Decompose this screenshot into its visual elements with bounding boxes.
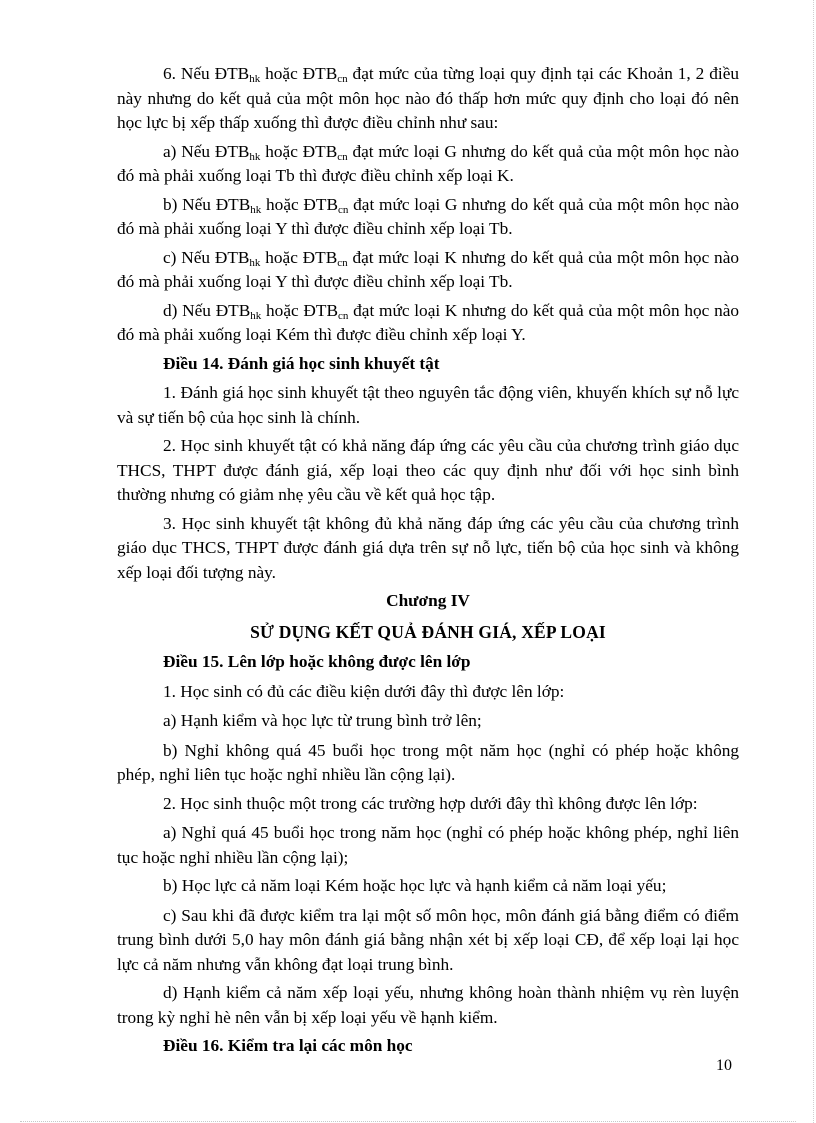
text-run: đạt mức loại K nhưng do kết quả của một môn học nào đó mà phải xuống loại Y thì được điều chỉnh xếp loại Tb.: [117, 247, 740, 291]
clause-6-item-a: [117, 140, 739, 189]
subscript-cn: cn: [337, 150, 348, 163]
text-run: 6. Nếu ĐTB: [163, 64, 250, 83]
text-run: đạt mức của từng loại quy định tại các Khoản 1, 2 điều này nhưng do kết quả của một môn học nào đó thấp hơn mức quy định cho loại đó nên học lực bị xếp thấp xuống thì được điều chỉnh như sau:: [117, 64, 739, 132]
page-right-border: [813, 0, 814, 1123]
chapter-label: Chương IV: [386, 591, 470, 610]
subscript-hk: hk: [250, 203, 262, 216]
text-run: hoặc ĐTB: [261, 194, 338, 214]
article-14-paragraph: 2. Học sinh khuyết tật có khả năng đáp ứng các yêu cầu của chương trình giáo dục THCS, THPT được đánh giá, xếp loại theo các quy định như đối với học sinh bình thường nhưng có giảm nhẹ yêu cầu về kết quả học tập.: [117, 436, 739, 504]
clause-6-item-c: [117, 246, 739, 295]
article-14-paragraph: 1. Đánh giá học sinh khuyết tật theo nguyên tắc động viên, khuyến khích sự nỗ lực và sự tiến bộ của học sinh là chính.: [117, 383, 739, 427]
text-run: hoặc ĐTB: [261, 300, 338, 320]
article-16-heading: Điều 16. Kiểm tra lại các môn học: [163, 1036, 413, 1055]
subscript-cn: cn: [338, 309, 349, 322]
page-number: 10: [716, 1057, 732, 1074]
text-run: đạt mức loại G nhưng do kết quả của một môn học nào đó mà phải xuống loại Y thì được điều chỉnh xếp loại Tb.: [117, 194, 740, 238]
text-run: a) Nếu ĐTB: [163, 141, 250, 161]
page-bottom-border: [20, 1121, 796, 1122]
article-15-paragraph: 2. Học sinh thuộc một trong các trường hợp dưới đây thì không được lên lớp:: [163, 793, 698, 813]
subscript-cn: cn: [337, 73, 348, 85]
article-15-paragraph: d) Hạnh kiểm cả năm xếp loại yếu, nhưng không hoàn thành nhiệm vụ rèn luyện trong kỳ nghỉ hè nên vẫn bị xếp loại yếu về hạnh kiểm.: [117, 983, 739, 1027]
article-14-heading: Điều 14. Đánh giá học sinh khuyết tật: [163, 353, 440, 373]
text-run: d) Nếu ĐTB: [163, 300, 251, 320]
subscript-hk: hk: [249, 73, 261, 85]
article-15-paragraph: a) Hạnh kiểm và học lực từ trung bình trở lên;: [163, 711, 482, 730]
article-14-paragraph: 3. Học sinh khuyết tật không đủ khả năng đáp ứng các yêu cầu của chương trình giáo dục THCS, THPT được đánh giá dựa trên sự nỗ lực, tiến bộ của học sinh và không xếp loại đối tượng này.: [117, 513, 739, 582]
text-run: đạt mức loại K nhưng do kết quả của một môn học nào đó mà phải xuống loại Kém thì được điều chỉnh xếp loại Y.: [117, 300, 740, 344]
document-page: [117, 62, 739, 1064]
subscript-cn: cn: [338, 203, 349, 216]
subscript-hk: hk: [249, 150, 261, 163]
text-run: hoặc ĐTB: [260, 247, 338, 267]
clause-6-intro: [117, 62, 739, 136]
text-run: b) Nếu ĐTB: [163, 194, 251, 214]
chapter-title: SỬ DỤNG KẾT QUẢ ĐÁNH GIÁ, XẾP LOẠI: [250, 621, 606, 642]
article-15-paragraph: 1. Học sinh có đủ các điều kiện dưới đây thì được lên lớp:: [163, 681, 565, 701]
text-run: hoặc ĐTB: [260, 64, 338, 83]
subscript-cn: cn: [337, 256, 348, 269]
article-15-paragraph: c) Sau khi đã được kiểm tra lại một số môn học, môn đánh giá bằng điểm có điểm trung bình dưới 5,0 hay môn đánh giá bằng nhận xét bị xếp loại CĐ, để xếp loại lại học lực cả năm nhưng vẫn không đạt loại trung bình.: [117, 905, 739, 974]
clause-6-item-d: [117, 299, 739, 348]
article-15-heading: Điều 15. Lên lớp hoặc không được lên lớp: [163, 652, 471, 671]
text-run: đạt mức loại G nhưng do kết quả của một môn học nào đó mà phải xuống loại Tb thì được điều chỉnh xếp loại K.: [117, 141, 740, 185]
clause-6-item-b: [117, 193, 739, 242]
text-run: hoặc ĐTB: [260, 141, 338, 161]
subscript-hk: hk: [249, 256, 261, 269]
article-15-paragraph: a) Nghỉ quá 45 buổi học trong năm học (nghỉ có phép hoặc không phép, nghỉ liên tục hoặc nghỉ nhiều lần cộng lại);: [117, 823, 739, 867]
subscript-hk: hk: [250, 309, 262, 322]
text-run: c) Nếu ĐTB: [163, 247, 250, 267]
article-15-paragraph: b) Nghỉ không quá 45 buổi học trong một năm học (nghỉ có phép hoặc không phép, nghỉ liên tục hoặc nghỉ nhiều lần cộng lại).: [117, 740, 739, 784]
article-15-paragraph: b) Học lực cả năm loại Kém hoặc học lực và hạnh kiểm cả năm loại yếu;: [163, 876, 667, 895]
